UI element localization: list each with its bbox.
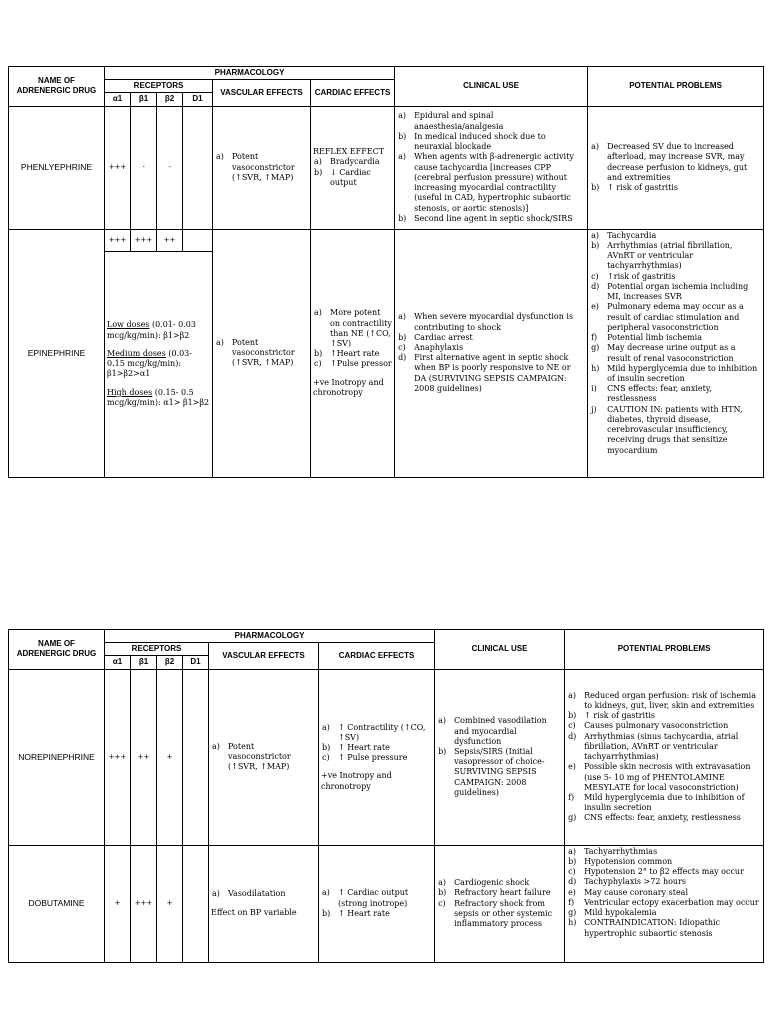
list-item: a) Decreased SV due to increased afterload, may increase SVR, may decrease perfusion to kidneys, gut and extremities bbox=[591, 142, 748, 182]
header-d1: D1 bbox=[183, 93, 213, 106]
drug-name: EPINEPHRINE bbox=[9, 229, 105, 477]
list-item: a) Tachycardia bbox=[591, 230, 657, 240]
header-beta2: β2 bbox=[157, 656, 183, 669]
header-receptors: RECEPTORS bbox=[105, 80, 213, 93]
header-vascular-effects: VASCULAR EFFECTS bbox=[213, 80, 311, 106]
list-item: a) Bradycardia bbox=[314, 157, 380, 167]
list-item: d) Arrhythmias (sinus tachycardia, atrial fibrillation, AVnRT or ventricular tachyarrhythmias) bbox=[568, 731, 739, 762]
header-cardiac-effects: CARDIAC EFFECTS bbox=[311, 80, 395, 106]
reflex-effect-title: REFLEX EFFECT bbox=[313, 147, 385, 157]
receptor-beta2: + bbox=[157, 845, 183, 962]
header-vascular-effects: VASCULAR EFFECTS bbox=[209, 643, 319, 669]
receptor-alpha1: + bbox=[105, 845, 131, 962]
drug-name: PHENLYEPHRINE bbox=[9, 106, 105, 229]
low-dose: Low doses (0.01- 0.03 mcg/kg/min): β1>β2 bbox=[107, 320, 196, 340]
list-item: a) When agents with β-adrenergic activity cause tachycardia [increases CPP (cerebral perfusion pressure) without increasing myocardial contractility (useful in CAD, hypertrophic subaortic stenosis, or aortic stenosis)] bbox=[398, 152, 574, 213]
medium-dose: Medium doses (0.03- 0.15 mcg/kg/min): β1>β2>α1 bbox=[107, 348, 192, 379]
list-item: g) CNS effects: fear, anxiety, restlessness bbox=[568, 813, 741, 823]
list-item: d) First alternative agent in septic shock when BP is poorly responsive to NE or DA (SURVIVING SEPSIS CAMPAIGN: 2008 guidelines) bbox=[398, 353, 571, 393]
table-row-phenylephrine bbox=[9, 106, 764, 229]
receptor-beta2: + bbox=[157, 669, 183, 845]
list-item: b) Cardiac arrest bbox=[398, 332, 473, 342]
adrenergic-table-2 bbox=[8, 629, 764, 963]
header-drug-name: NAME OF ADRENERGIC DRUG bbox=[9, 630, 105, 670]
list-item: b) ↑ risk of gastritis bbox=[591, 183, 678, 193]
header-pharmacology: PHARMACOLOGY bbox=[105, 67, 395, 80]
drug-name: DOBUTAMINE bbox=[9, 845, 105, 962]
clinical-use bbox=[435, 669, 565, 845]
receptor-alpha1: +++ bbox=[105, 229, 131, 251]
list-item: a) ↑ Contractility (↑CO, ↑SV) bbox=[322, 722, 426, 742]
adrenergic-table-1 bbox=[8, 66, 764, 478]
list-item: i) CNS effects: fear, anxiety, restlessness bbox=[591, 384, 712, 404]
epinephrine-doses bbox=[105, 251, 213, 477]
cardiac-effects bbox=[311, 229, 395, 477]
list-item: a) Potent vasoconstrictor (↑SVR, ↑MAP) bbox=[212, 741, 291, 772]
header-potential-problems: POTENTIAL PROBLEMS bbox=[588, 67, 764, 107]
cardiac-note: +ve Inotropy and chronotropy bbox=[313, 377, 384, 397]
list-item: d) Potential organ ischemia including MI, increases SVR bbox=[591, 281, 749, 302]
list-item: f) Mild hyperglycemia due to inhibition of insulin secretion bbox=[568, 793, 745, 813]
header-potential-problems: POTENTIAL PROBLEMS bbox=[565, 630, 764, 670]
vascular-effects bbox=[209, 669, 319, 845]
list-item: a) Potent vasoconstrictor (↑SVR, ↑MAP) bbox=[216, 152, 295, 182]
list-item: c) Causes pulmonary vasoconstriction bbox=[568, 721, 729, 731]
list-item: c) Refractory shock from sepsis or other systemic inflammatory process bbox=[438, 898, 553, 929]
high-dose: High doses (0.15- 0.5 mcg/kg/min): α1> β1>β2 bbox=[107, 387, 210, 407]
list-item: d) Tachyphylaxis >72 hours bbox=[568, 877, 687, 887]
receptor-alpha1: +++ bbox=[105, 669, 131, 845]
list-item: b) Arrhythmias (atrial fibrillation, AVnRT or ventricular tachyarrhythmias) bbox=[591, 240, 733, 271]
potential-problems bbox=[588, 106, 764, 229]
list-item: a) When severe myocardial dysfunction is contributing to shock bbox=[398, 312, 574, 332]
receptor-beta1: ++ bbox=[131, 669, 157, 845]
receptor-beta2: ++ bbox=[157, 229, 183, 251]
list-item: e) Possible skin necrosis with extravasation (use 5- 10 mg of PHENTOLAMINE MESYLATE for local vasoconstriction) bbox=[568, 762, 751, 792]
receptor-d1 bbox=[183, 229, 213, 251]
receptor-d1 bbox=[183, 845, 209, 962]
cardiac-effects bbox=[319, 669, 435, 845]
vascular-effects bbox=[209, 845, 319, 962]
list-item: b) In medical induced shock due to neuraxial blockade bbox=[398, 131, 546, 152]
header-alpha1: α1 bbox=[105, 93, 131, 106]
cardiac-effects bbox=[311, 106, 395, 229]
list-item: c) ↑ Pulse pressure bbox=[322, 753, 408, 763]
receptor-beta1: +++ bbox=[131, 229, 157, 251]
header-beta1: β1 bbox=[131, 656, 157, 669]
header-d1: D1 bbox=[183, 656, 209, 669]
header-receptors: RECEPTORS bbox=[105, 643, 209, 656]
list-item: b) ↑ Heart rate bbox=[322, 742, 390, 752]
header-beta1: β1 bbox=[131, 93, 157, 106]
list-item: c) Anaphylaxis bbox=[398, 342, 464, 352]
list-item: a) Vasodilatation bbox=[212, 889, 286, 899]
receptor-alpha1: +++ bbox=[105, 106, 131, 229]
list-item: b) Sepsis/SIRS (Initial vasopressor of choice- SURVIVING SEPSIS CAMPAIGN: 2008 guidelines) bbox=[438, 746, 545, 797]
list-item: a) Reduced organ perfusion: risk of ischemia to kidneys, gut, liver, skin and extremities bbox=[568, 690, 757, 710]
list-item: f) Potential limb ischemia bbox=[591, 333, 702, 343]
list-item: e) Pulmonary edema may occur as a result of cardiac stimulation and peripheral vasoconstriction bbox=[591, 302, 744, 332]
list-item: a) ↑ Cardiac output (strong inotrope) bbox=[322, 888, 409, 908]
cardiac-note: +ve Inotropy and chronotropy bbox=[321, 771, 392, 791]
list-item: h) CONTRAINDICATION: Idiopathic hypertrophic subaortic stenosis bbox=[568, 918, 721, 938]
list-item: c) ↑risk of gastritis bbox=[591, 271, 676, 281]
receptor-d1 bbox=[183, 106, 213, 229]
cardiac-effects bbox=[319, 845, 435, 962]
list-item: j) CAUTION IN: patients with HTN, diabetes, thyroid disease, cerebrovascular insufficiency, receiving drugs that sensitize myocardium bbox=[591, 404, 743, 455]
list-item: a) Cardiogenic shock bbox=[438, 878, 530, 888]
list-item: b) Refractory heart failure bbox=[438, 888, 551, 898]
clinical-use bbox=[395, 229, 588, 477]
list-item: b) ↑ Heart rate bbox=[322, 908, 390, 918]
list-item: c) Hypotension 2° to β2 effects may occur bbox=[568, 867, 744, 877]
table-row-epinephrine bbox=[9, 229, 764, 251]
list-item: a) Tachyarrhythmias bbox=[568, 846, 658, 856]
list-item: b) ↑Heart rate bbox=[314, 349, 380, 359]
clinical-use bbox=[435, 845, 565, 962]
table-row-dobutamine bbox=[9, 845, 764, 962]
receptor-beta1: - bbox=[131, 106, 157, 229]
receptor-d1 bbox=[183, 669, 209, 845]
list-item: b) ↑ risk of gastritis bbox=[568, 711, 655, 721]
list-item: h) Mild hyperglycemia due to inhibition of insulin secretion bbox=[591, 363, 758, 383]
receptor-beta2: - bbox=[157, 106, 183, 229]
potential-problems bbox=[588, 229, 764, 477]
header-clinical-use: CLINICAL USE bbox=[435, 630, 565, 670]
list-item: c) ↑Pulse pressor bbox=[314, 359, 392, 369]
clinical-use bbox=[395, 106, 588, 229]
list-item: a) More potent on contractility than NE (↑CO, ↑SV) bbox=[314, 308, 392, 348]
header-cardiac-effects: CARDIAC EFFECTS bbox=[319, 643, 435, 669]
list-item: a) Combined vasodilation and myocardial dysfunction bbox=[438, 716, 547, 746]
list-item: b) Hypotension common bbox=[568, 856, 673, 866]
list-item: b) Second line agent in septic shock/SIRS bbox=[398, 213, 573, 223]
header-pharmacology: PHARMACOLOGY bbox=[105, 630, 435, 643]
list-item: g) May decrease urine output as a result of renal vasoconstriction bbox=[591, 343, 736, 363]
vascular-effects bbox=[213, 106, 311, 229]
potential-problems bbox=[565, 669, 764, 845]
receptor-beta1: +++ bbox=[131, 845, 157, 962]
header-beta2: β2 bbox=[157, 93, 183, 106]
vascular-effects bbox=[213, 229, 311, 477]
list-item: e) May cause coronary steal bbox=[568, 887, 688, 897]
list-item: a) Epidural and spinal anaesthesia/analgesia bbox=[398, 111, 504, 131]
list-item: f) Ventricular ectopy exacerbation may occur bbox=[568, 897, 759, 907]
vascular-note: Effect on BP variable bbox=[211, 907, 297, 917]
list-item: a) Potent vasoconstrictor (↑SVR, ↑MAP) bbox=[216, 337, 295, 368]
header-drug-name: NAME OF ADRENERGIC DRUG bbox=[9, 67, 105, 107]
drug-name: NOREPINEPHRINE bbox=[9, 669, 105, 845]
table-row-norepinephrine bbox=[9, 669, 764, 845]
potential-problems bbox=[565, 845, 764, 962]
header-alpha1: α1 bbox=[105, 656, 131, 669]
list-item: g) Mild hypokalemia bbox=[568, 908, 657, 918]
list-item: b) ↓ Cardiac output bbox=[314, 167, 371, 187]
header-clinical-use: CLINICAL USE bbox=[395, 67, 588, 107]
